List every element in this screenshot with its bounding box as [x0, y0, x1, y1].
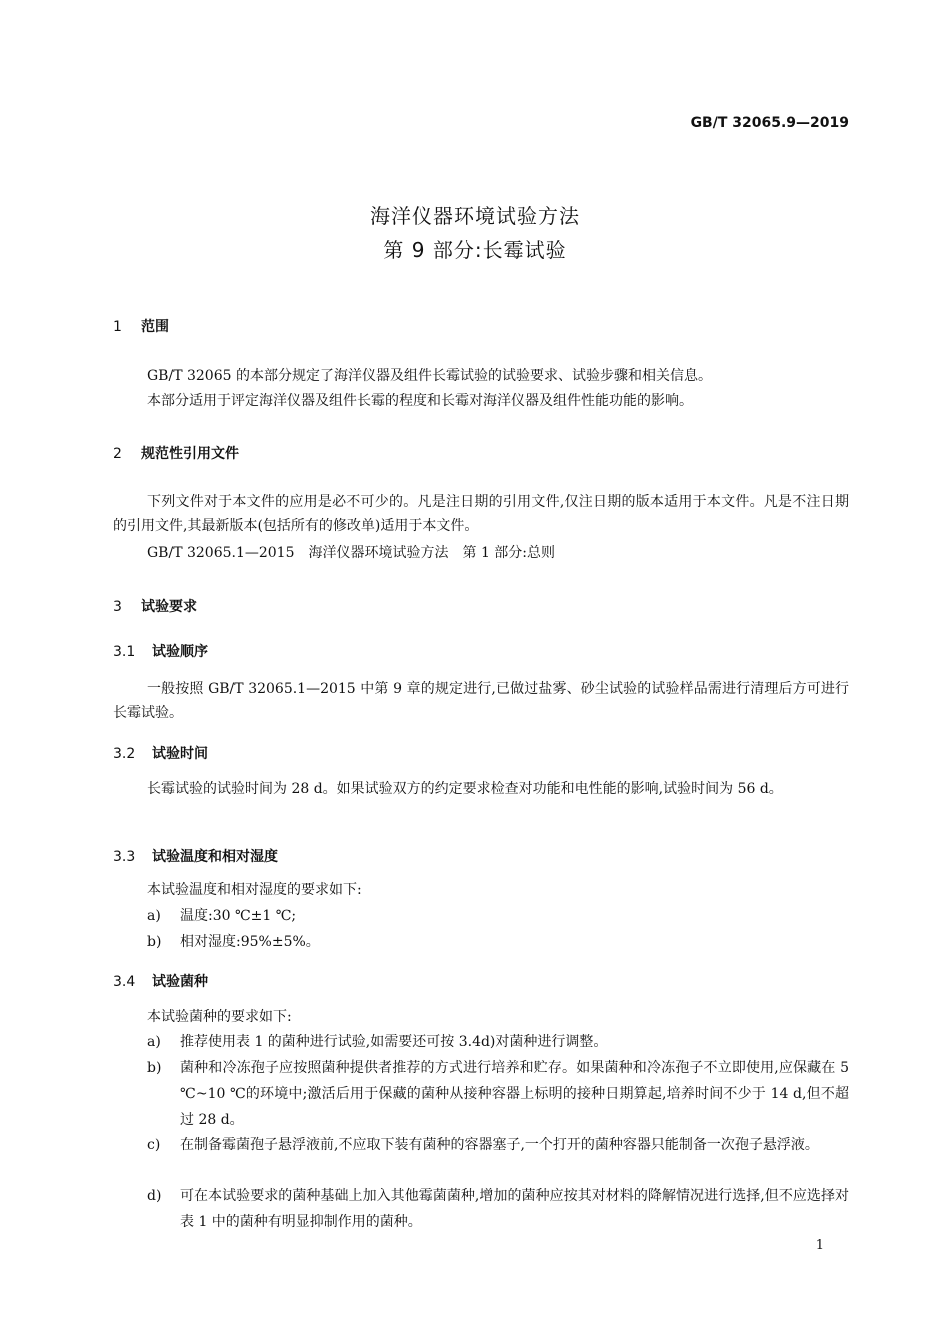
list-item — [147, 1055, 849, 1133]
section-3-heading — [113, 596, 197, 616]
list-item — [147, 1132, 849, 1158]
paragraph: 本部分适用于评定海洋仪器及组件长霉的程度和长霉对海洋仪器及组件性能功能的影响。 — [147, 393, 693, 409]
list-marker: a) — [147, 1034, 161, 1050]
paragraph: 下列文件对于本文件的应用是必不可少的。凡是注日期的引用文件,仅注日期的版本适用于本文件。凡是不注日期的引用文件,其最新版本(包括所有的修改单)适用于本文件。 — [113, 494, 849, 534]
list-marker: b) — [147, 934, 162, 950]
list-intro: 本试验温度和相对湿度的要求如下: — [147, 882, 362, 898]
section-title: 试验要求 — [141, 599, 197, 615]
paragraph: GB/T 32065 的本部分规定了海洋仪器及组件长霉试验的试验要求、试验步骤和相关信息。 — [147, 368, 712, 384]
section-3-4-heading — [113, 971, 208, 991]
list-intro: 本试验菌种的要求如下: — [147, 1009, 292, 1025]
list-item-text: 相对湿度:95%±5%。 — [180, 934, 320, 950]
section-number: 2 — [113, 446, 122, 462]
section-title: 规范性引用文件 — [141, 446, 239, 462]
section-number: 3.1 — [113, 644, 136, 660]
list-item-text: 菌种和冷冻孢子应按照菌种提供者推荐的方式进行培养和贮存。如果菌种和冷冻孢子不立即使用,应保藏在 5 ℃~10 ℃的环境中;激活后用于保藏的菌种从接种容器上标明的接种日期算起,培养时间不少于 14 d,但不超过 28 d。 — [180, 1060, 849, 1128]
standard-code: GB/T 32065.9—2019 — [690, 115, 849, 131]
section-number: 3.2 — [113, 746, 136, 762]
section-number: 3.4 — [113, 974, 136, 990]
section-title: 范围 — [141, 319, 169, 335]
section-title: 试验顺序 — [152, 644, 208, 660]
list-marker: d) — [147, 1188, 162, 1204]
paragraph: 长霉试验的试验时间为 28 d。如果试验双方的约定要求检查对功能和电性能的影响,试验时间为 56 d。 — [147, 781, 783, 797]
section-title: 试验温度和相对湿度 — [152, 849, 278, 865]
section-number: 1 — [113, 319, 122, 335]
normative-reference: GB/T 32065.1—2015 海洋仪器环境试验方法 第 1 部分:总则 — [147, 545, 556, 561]
section-number: 3 — [113, 599, 122, 615]
list-item — [147, 1183, 849, 1235]
section-3-2-heading — [113, 743, 208, 763]
list-item-text: 温度:30 ℃±1 ℃; — [180, 908, 297, 924]
list-item — [147, 1029, 849, 1055]
list-item-text: 可在本试验要求的菌种基础上加入其他霉菌菌种,增加的菌种应按其对材料的降解情况进行选择,但不应选择对表 1 中的菌种有明显抑制作用的菌种。 — [180, 1188, 849, 1230]
list-item-text: 推荐使用表 1 的菌种进行试验,如需要还可按 3.4d)对菌种进行调整。 — [180, 1034, 608, 1050]
list-item-text: 在制备霉菌孢子悬浮液前,不应取下装有菌种的容器塞子,一个打开的菌种容器只能制备一次孢子悬浮液。 — [180, 1137, 819, 1153]
document-subtitle: 第 9 部分:长霉试验 — [383, 238, 567, 262]
section-title: 试验时间 — [152, 746, 208, 762]
paragraph: 一般按照 GB/T 32065.1—2015 中第 9 章的规定进行,已做过盐雾、砂尘试验的试验样品需进行清理后方可进行长霉试验。 — [113, 681, 849, 721]
list-marker: a) — [147, 908, 161, 924]
section-3-3-heading — [113, 846, 278, 866]
section-1-heading — [113, 316, 169, 336]
list-item — [147, 929, 849, 955]
section-number: 3.3 — [113, 849, 136, 865]
document-title: 海洋仪器环境试验方法 — [370, 204, 580, 228]
section-3-1-heading — [113, 641, 208, 661]
list-marker: b) — [147, 1060, 162, 1076]
page-number: 1 — [815, 1238, 824, 1253]
section-title: 试验菌种 — [152, 974, 208, 990]
section-2-heading — [113, 443, 239, 463]
list-item — [147, 903, 849, 929]
list-marker: c) — [147, 1137, 161, 1153]
